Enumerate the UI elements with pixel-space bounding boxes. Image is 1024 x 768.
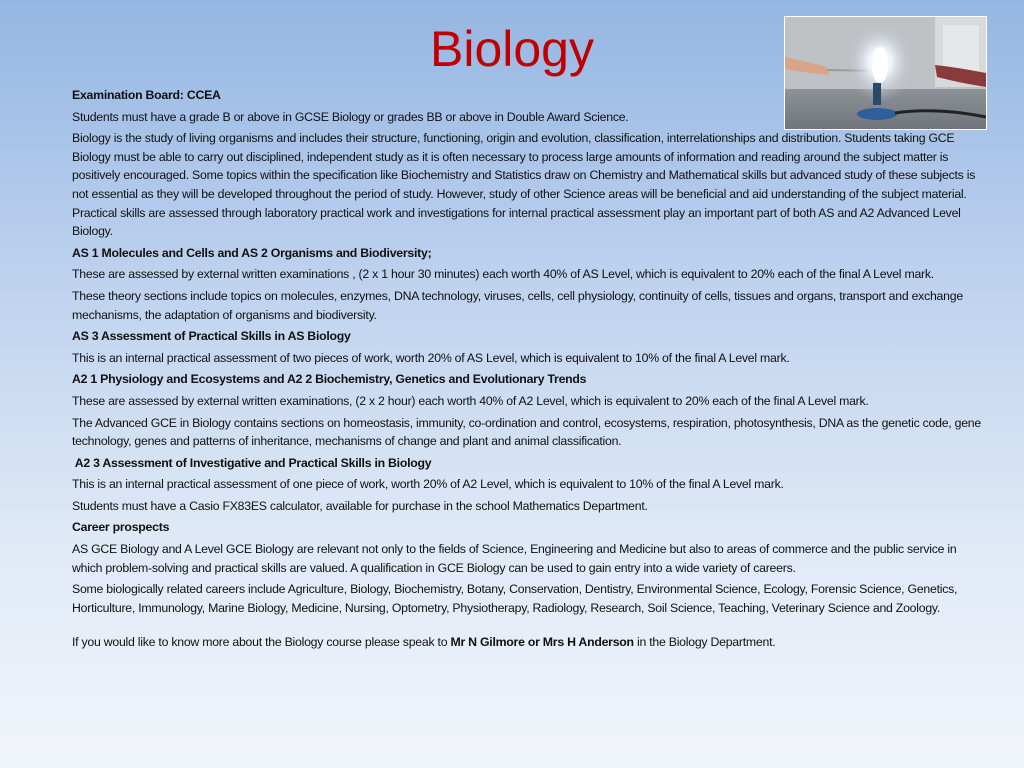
a23-heading: A2 3 Assessment of Investigative and Practical Skills in Biology — [72, 455, 432, 470]
a212-topics: The Advanced GCE in Biology contains sections on homeostasis, immunity, co-ordination and control, ecosystems, respiration, photosynthesis, DNA as the genetic code, gene technology, genes and patterns of inheritance, mechanisms of change and plant and animal classification. — [72, 415, 981, 449]
a23-text: This is an internal practical assessment of one piece of work, worth 20% of A2 Level, which is equivalent to 10% of the final A Level mark. — [72, 477, 784, 492]
as12-assessment: These are assessed by external written examinations , (2 x 1 hour 30 minutes) each worth 40% of AS Level, which is equivalent to 20% each of the final A Level mark. — [72, 267, 934, 282]
contact-prefix: If you would like to know more about the Biology course please speak to — [72, 635, 451, 650]
career-heading: Career prospects — [72, 520, 170, 535]
as3-text: This is an internal practical assessment of two pieces of work, worth 20% of AS Level, which is equivalent to 10% of the final A Level mark. — [72, 350, 790, 365]
calculator-requirement: Students must have a Casio FX83ES calculator, available for purchase in the school Mathematics Department. — [72, 498, 648, 513]
as12-heading: AS 1 Molecules and Cells and AS 2 Organisms and Biodiversity; — [72, 245, 432, 260]
as12-topics: These theory sections include topics on molecules, enzymes, DNA technology, viruses, cells, cell physiology, continuity of cells, tissues and organs, transport and exchange mechanisms, the adaptation of organisms and biodiversity. — [72, 288, 963, 322]
contact-line — [72, 633, 984, 652]
contact-names: Mr N Gilmore or Mrs H Anderson — [450, 635, 634, 650]
course-description — [72, 86, 984, 655]
intro-paragraph: Biology is the study of living organisms and includes their structure, functioning, origin and evolution, classification, interrelationships and distribution. Students taking GCE Biology must be able to carry out disciplined, independent study as it is often necessary to process large amounts of information and reading around the subject matter is positively encouraged. Some topics within the specification like Biochemistry and Statistics draw on Chemistry and Mathematical skills but advanced study of these subjects is not essential as they will be developed throughout the period of study. However, study of other Science areas will be beneficial and aid understanding of the subject material. Practical skills are assessed through laboratory practical work and investigations for internal practical assessment play an important part of both AS and A2 Advanced Level Biology. — [72, 131, 976, 239]
contact-suffix: in the Biology Department. — [633, 635, 776, 650]
a212-heading: A2 1 Physiology and Ecosystems and A2 2 Biochemistry, Genetics and Evolutionary Trends — [72, 372, 587, 387]
career-text: AS GCE Biology and A Level GCE Biology are relevant not only to the fields of Science, Engineering and Medicine but also to areas of commerce and the public service in which problem-solving and practical skills are valued. A qualification in GCE Biology can be used to gain entry into a wide variety of careers. — [72, 542, 957, 575]
careers-list: Some biologically related careers include Agriculture, Biology, Biochemistry, Botany, Conservation, Dentistry, Environmental Science, Ecology, Forensic Science, Genetics, Horticulture, Immunology, Marine Biology, Medicine, Nursing, Optometry, Physiotherapy, Radiology, Research, Soil Science, Teaching, Veterinary Science and Zoology. — [72, 582, 958, 615]
page-title: Biology — [430, 21, 594, 77]
exam-board: Examination Board: CCEA — [72, 88, 221, 102]
entry-requirements: Students must have a grade B or above in GCSE Biology or grades BB or above in Double Award Science. — [72, 109, 629, 124]
a212-assessment: These are assessed by external written examinations, (2 x 2 hour) each worth 40% of A2 Level, which is equivalent to 20% each of the final A Level mark. — [72, 393, 869, 408]
as3-heading: AS 3 Assessment of Practical Skills in AS Biology — [72, 329, 351, 344]
